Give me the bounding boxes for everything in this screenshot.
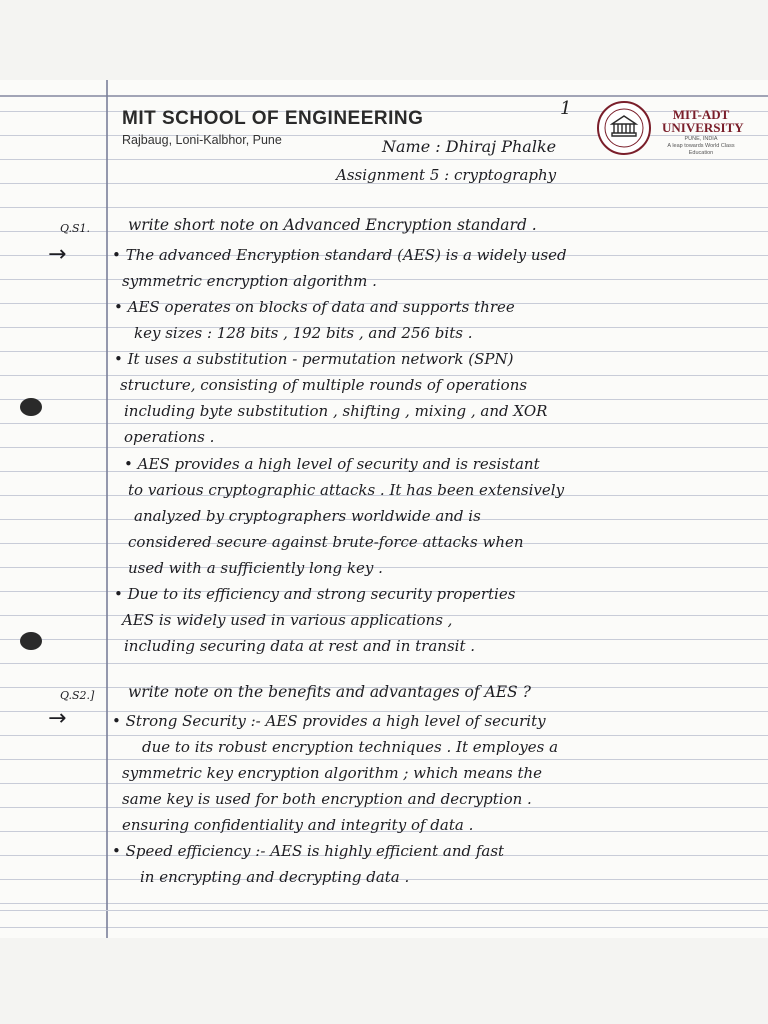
margin-line: [106, 80, 108, 938]
university-seal-icon: [592, 100, 656, 156]
answer-line: same key is used for both encryption and decryption .: [122, 790, 532, 808]
answer-line: structure, consisting of multiple rounds of operations: [120, 376, 528, 394]
assignment-title: Assignment 5 : cryptography: [336, 166, 557, 184]
arrow-right-icon: →: [48, 242, 67, 267]
student-name: Name : Dhiraj Phalke: [382, 137, 557, 156]
answer-line: • It uses a substitution - permutation network (SPN): [114, 350, 514, 368]
answer-line: • The advanced Encryption standard (AES) is a widely used: [112, 246, 567, 264]
institution-address: Rajbaug, Loni-Kalbhor, Pune: [122, 133, 282, 147]
question-text: write short note on Advanced Encryption standard .: [128, 216, 537, 234]
university-subtitle: [662, 136, 740, 157]
university-tagline: A leap towards World Class Education: [667, 143, 735, 156]
answer-line: considered secure against brute-force attacks when: [128, 533, 524, 551]
answer-line: AES is widely used in various applications ,: [122, 611, 453, 629]
answer-line: • Due to its efficiency and strong security properties: [114, 585, 516, 603]
bottom-rule: [0, 910, 768, 911]
arrow-right-icon: →: [48, 706, 67, 731]
answer-line: ensuring confidentiality and integrity of data .: [122, 816, 474, 834]
answer-line: including byte substitution , shifting , mixing , and XOR: [124, 402, 548, 420]
answer-line: due to its robust encryption techniques . It employes a: [142, 738, 559, 756]
answer-line: including securing data at rest and in transit .: [124, 637, 476, 655]
institution-title: MIT SCHOOL OF ENGINEERING: [122, 108, 424, 129]
top-rule: [0, 95, 768, 97]
question-number: Q.S2.]: [60, 689, 95, 702]
answer-line: symmetric encryption algorithm .: [122, 272, 377, 290]
answer-line: analyzed by cryptographers worldwide and is: [134, 507, 481, 525]
answer-line: operations .: [124, 428, 215, 446]
answer-line: • Strong Security :- AES provides a high level of security: [112, 712, 546, 730]
punch-hole-icon: [20, 632, 42, 650]
answer-line: key sizes : 128 bits , 192 bits , and 256 bits .: [134, 324, 473, 342]
answer-line: • AES provides a high level of security and is resistant: [124, 455, 540, 473]
university-location: PUNE, INDIA: [684, 136, 718, 142]
punch-hole-icon: [20, 398, 42, 416]
answer-line: • Speed efficiency :- AES is highly efficient and fast: [112, 842, 505, 860]
answer-line: symmetric key encryption algorithm ; which means the: [122, 764, 543, 782]
answer-line: • AES operates on blocks of data and supports three: [114, 298, 515, 316]
answer-line: used with a sufficiently long key .: [128, 559, 383, 577]
answer-line: in encrypting and decrypting data .: [140, 868, 410, 886]
page-number: 1: [560, 98, 572, 119]
answer-line: to various cryptographic attacks . It has been extensively: [128, 481, 565, 499]
university-name: MIT-ADT UNIVERSITY: [662, 107, 744, 135]
question-text: write note on the benefits and advantages of AES ?: [128, 683, 531, 701]
question-number: Q.S1.: [60, 222, 90, 235]
